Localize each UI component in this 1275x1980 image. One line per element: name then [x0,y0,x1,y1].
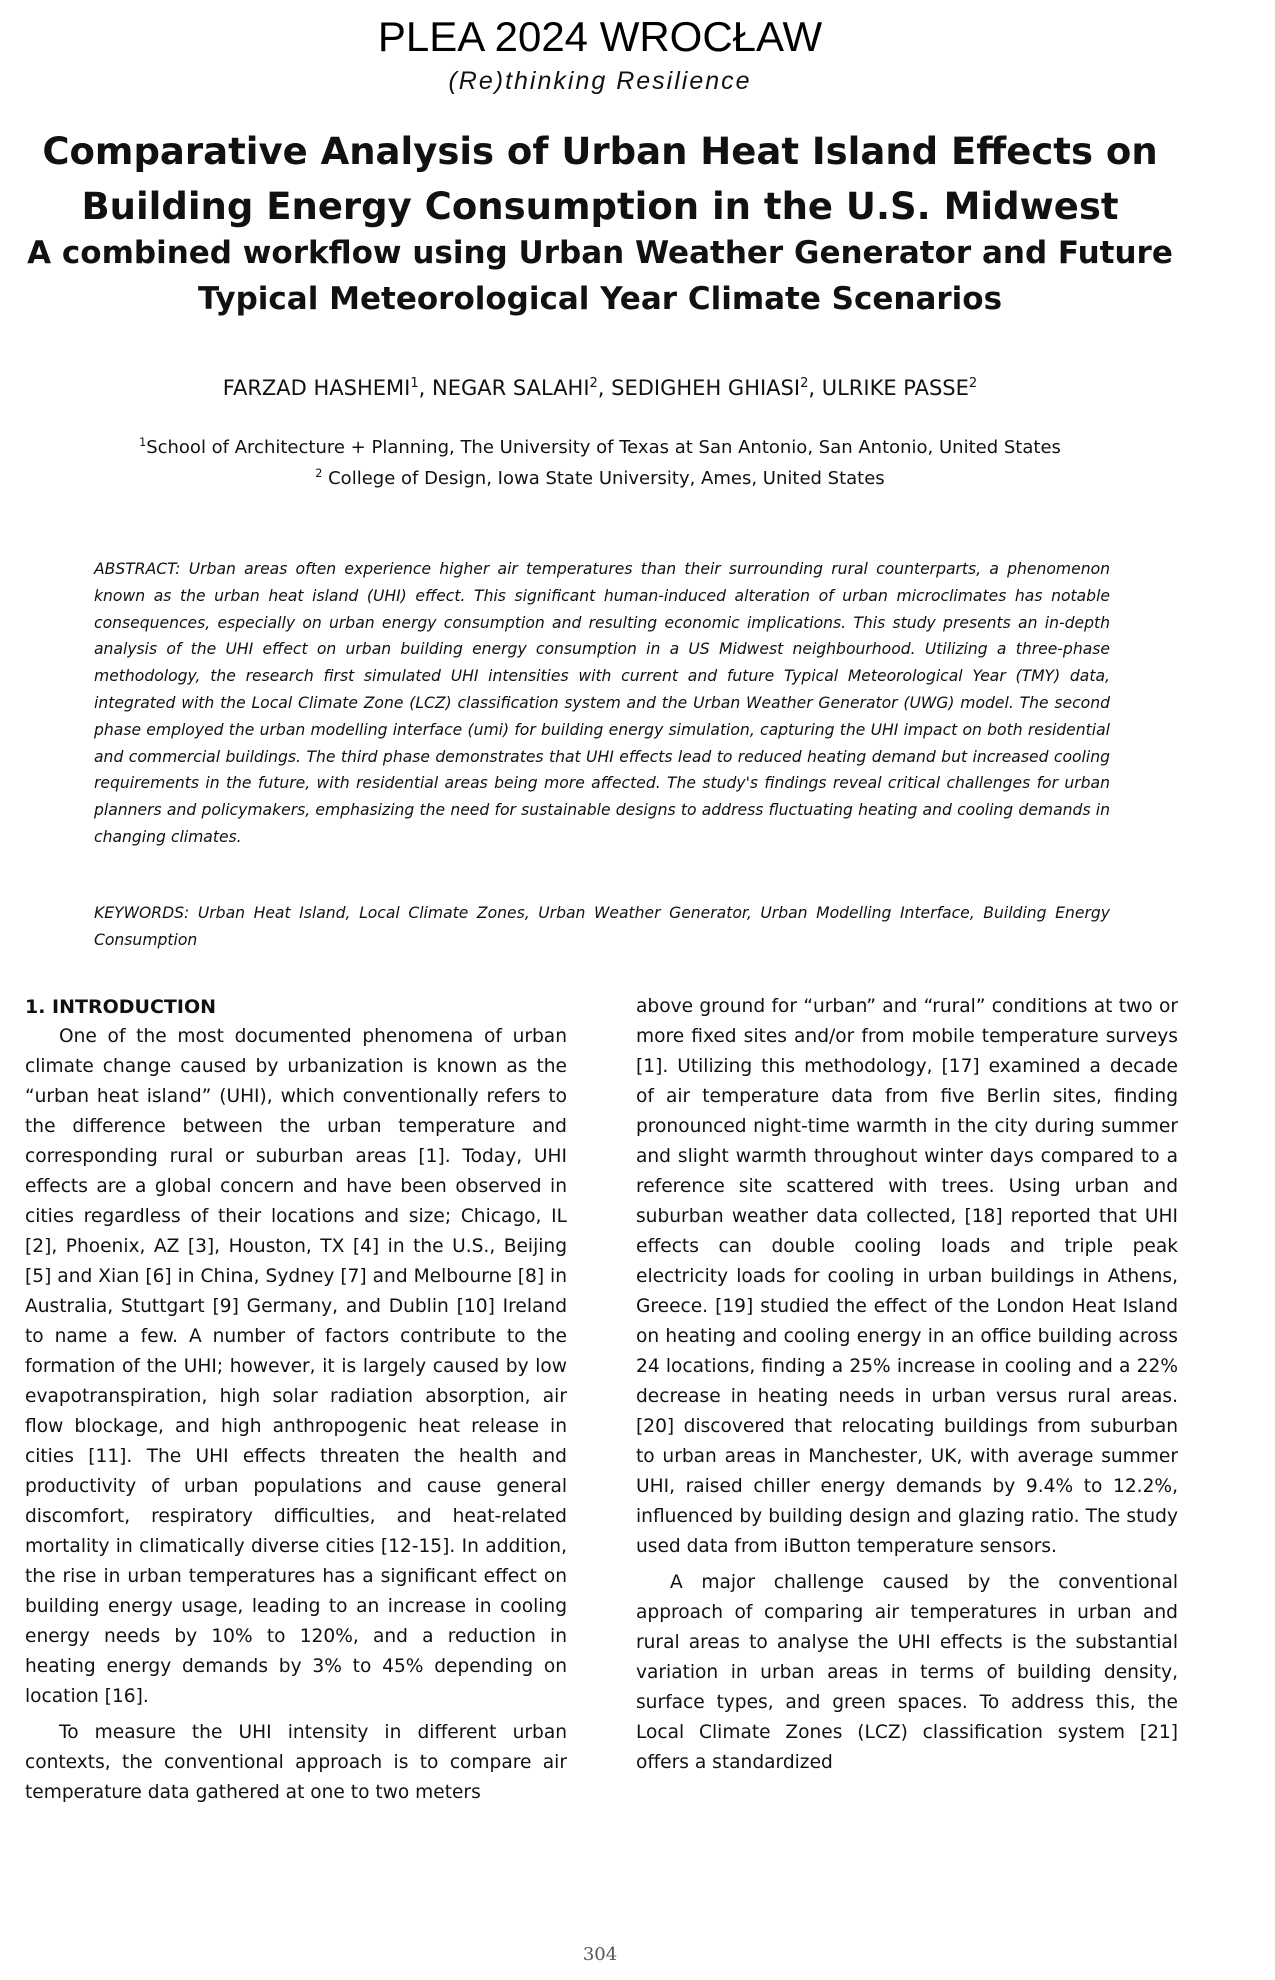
author-separator: , [418,376,433,400]
author-affiliation-mark: 1 [410,376,419,391]
author-affiliation-mark: 2 [968,376,978,391]
affiliation-mark: 2 [315,467,323,480]
author-name: SEDIGHEH GHIASI [611,376,801,400]
right-column [636,992,1178,1784]
conference-theme: (Re)thinking Resilience [448,67,752,95]
affiliation-text: School of Architecture + Planning, The University of Texas at San Antonio, San Antonio, United States [146,437,1061,458]
paper-title: Comparative Analysis of Urban Heat Island Effects on Building Energy Consumption in the U.S. Midwest [42,130,1158,228]
author-separator: , [808,376,822,400]
affiliation-list [0,432,1200,494]
page-number: 304 [582,1944,618,1965]
body-paragraph: One of the most documented phenomena of urban climate change caused by urbanization is known as the “urban heat island” (UHI), which conventionally refers to the difference between the urban temperature and corresponding rural or suburban areas [1]. Today, UHI effects are a global concern and have been observed in cities regardless of their locations and size; Chicago, IL [2], Phoenix, AZ [3], Houston, TX [4] in the U.S., Beijing [5] and Xian [6] in China, Sydney [7] and Melbourne [8] in Australia, Stuttgart [9] Germany, and Dublin [10] Ireland to name a few. A number of factors contribute to the formation of the UHI; however, it is largely caused by low evapotranspiration, high solar radiation absorption, air flow blockage, and high anthropogenic heat release in cities [11]. The UHI effects threaten the health and productivity of urban populations and cause general discomfort, respiratory difficulties, and heat-related mortality in climatically diverse cities [12-15]. In addition, the rise in urban temperatures has a significant effect on building energy usage, leading to an increase in cooling energy needs by 10% to 120%, and a reduction in heating energy demands by 3% to 45% depending on location [16]. [25,1026,567,1707]
affiliation [0,432,1200,463]
affiliation-mark: 1 [139,436,147,449]
author-affiliation-mark: 2 [589,376,598,391]
conference-name: PLEA 2024 WROCŁAW [377,13,823,60]
body-paragraph: To measure the UHI intensity in different urban contexts, the conventional approach is to compare air temperature data gathered at one to two meters [25,1722,567,1803]
paper-subtitle: A combined workflow using Urban Weather Generator and Future Typical Meteorological Year Climate Scenarios [27,235,1173,317]
author-affiliation-mark: 2 [800,376,809,391]
author-name: NEGAR SALAHI [432,376,590,400]
author-separator: , [597,376,612,400]
author-list [0,374,1200,402]
body-paragraph: A major challenge caused by the conventional approach of comparing air temperatures in urban and rural areas to analyse the UHI effects is the substantial variation in urban areas in terms of building density, surface types, and green spaces. To address this, the Local Climate Zones (LCZ) classification system [21] offers a standardized [636,1572,1178,1773]
affiliation-text: College of Design, Iowa State University, Ames, United States [322,468,885,489]
left-column [25,992,567,1814]
keywords: KEYWORDS: Urban Heat Island, Local Climate Zones, Urban Weather Generator, Urban Modelling Interface, Building Energy Consumption [94,904,1110,949]
author-name: FARZAD HASHEMI [222,376,411,400]
affiliation [0,463,1200,494]
author-name: ULRIKE PASSE [821,376,969,400]
body-paragraph: above ground for “urban” and “rural” conditions at two or more fixed sites and/or from mobile temperature surveys [1]. Utilizing this methodology, [17] examined a decade of air temperature data from five Berlin sites, finding pronounced night-time warmth in the city during summer and slight warmth throughout winter days compared to a reference site scattered with trees. Using urban and suburban weather data collected, [18] reported that UHI effects can double cooling loads and triple peak electricity loads for cooling in urban buildings in Athens, Greece. [19] studied the effect of the London Heat Island on heating and cooling energy in an office building across 24 locations, finding a 25% increase in cooling and a 22% decrease in heating needs in urban versus rural areas. [20] discovered that relocating buildings from suburban to urban areas in Manchester, UK, with average summer UHI, raised chiller energy demands by 9.4% to 12.2%, influenced by building design and glazing ratio. The study used data from iButton temperature sensors. [636,996,1178,1557]
abstract: ABSTRACT: Urban areas often experience higher air temperatures than their surrounding rural counterparts, a phenomenon known as the urban heat island (UHI) effect. This significant human-induced alteration of urban microclimates has notable consequences, especially on urban energy consumption and resulting economic implications. This study presents an in-depth analysis of the UHI effect on urban building energy consumption in a US Midwest neighbourhood. Utilizing a three-phase methodology, the research first simulated UHI intensities with current and future Typical Meteorological Year (TMY) data, integrated with the Local Climate Zone (LCZ) classification system and the Urban Weather Generator (UWG) model. The second phase employed the urban modelling interface (umi) for building energy simulation, capturing the UHI impact on both residential and commercial buildings. The third phase demonstrates that UHI effects lead to reduced heating demand but increased cooling requirements in the future, with residential areas being more affected. The study's findings reveal critical challenges for urban planners and policymakers, emphasizing the need for sustainable designs to address fluctuating heating and cooling demands in changing climates. [94,560,1110,846]
section-heading-introduction: 1. INTRODUCTION [25,996,216,1018]
